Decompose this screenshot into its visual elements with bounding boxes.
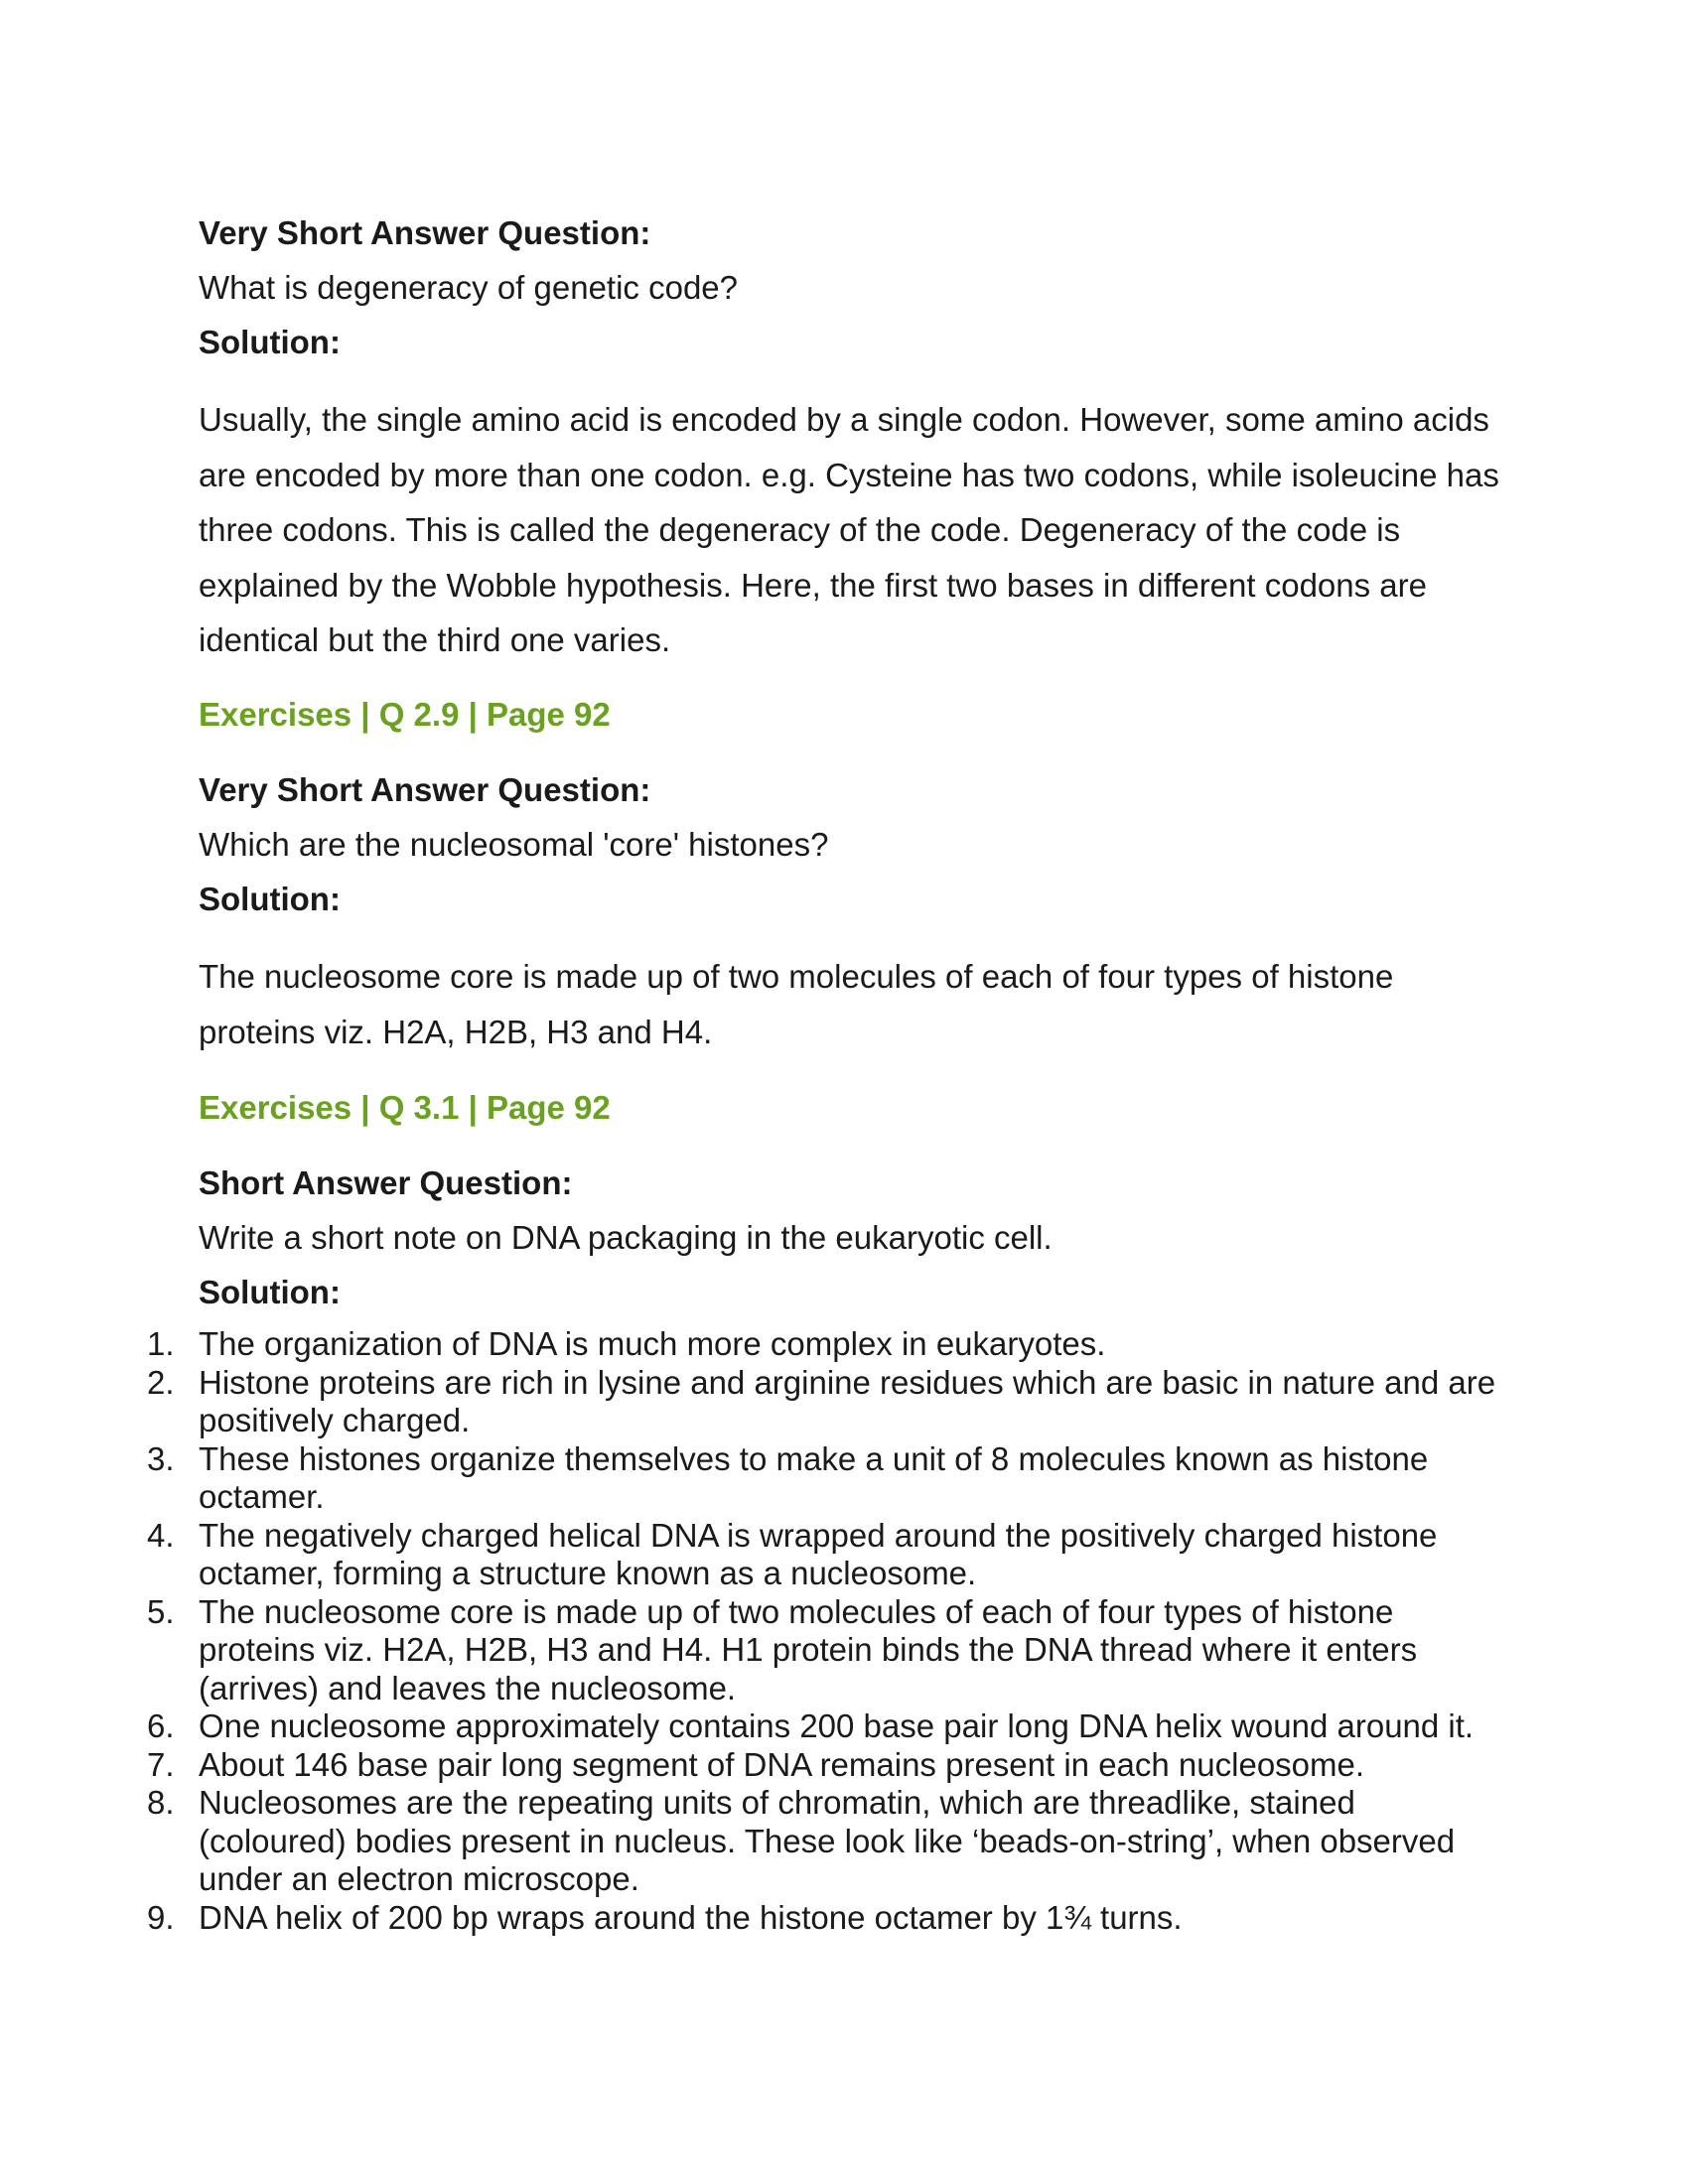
- solution-paragraph: Usually, the single amino acid is encoded by a single codon. However, some amino acids are encoded by more than one codon. e.g. Cysteine has two codons, while isoleucine has three codons. This is called the degeneracy of the code. Degeneracy of the code is explained by the Wobble hypothesis. Here, the first two bases in different codons are identical but the third one varies.: [199, 401, 1499, 658]
- question-text: Write a short note on DNA packaging in the eukaryotic cell.: [199, 1219, 1053, 1256]
- list-item: [0, 1746, 1509, 1785]
- list-item-number: 5.: [147, 1592, 175, 1630]
- list-item-number: 3.: [147, 1439, 175, 1477]
- list-item: [0, 1784, 1509, 1899]
- exercise-reference-link[interactable]: Exercises | Q 2.9 | Page 92: [199, 696, 611, 733]
- solution-paragraph: The nucleosome core is made up of two molecules of each of four types of histone proteins viz. H2A, H2B, H3 and H4.: [199, 958, 1394, 1050]
- exercise-reference-link[interactable]: Exercises | Q 3.1 | Page 92: [199, 1089, 611, 1126]
- list-item-text: One nucleosome approximately contains 200 base pair long DNA helix wound around it.: [199, 1707, 1475, 1744]
- list-item-text: The nucleosome core is made up of two molecules of each of four types of histone proteins viz. H2A, H2B, H3 and H4. H1 protein binds the DNA thread where it enters (arrives) and leaves the nucleosome.: [199, 1592, 1418, 1706]
- list-item: [0, 1364, 1509, 1440]
- solution-label: Solution:: [199, 881, 341, 917]
- question-text: What is degeneracy of genetic code?: [199, 269, 739, 306]
- question-text: Which are the nucleosomal 'core' histones?: [199, 826, 829, 863]
- list-item: [0, 1899, 1509, 1938]
- solution-label: Solution:: [199, 324, 341, 360]
- question-type-label: Very Short Answer Question:: [199, 214, 651, 251]
- list-item-number: 9.: [147, 1898, 175, 1936]
- list-item: [0, 1440, 1509, 1517]
- question-type-label: Very Short Answer Question:: [199, 771, 651, 808]
- list-item-number: 2.: [147, 1363, 175, 1401]
- list-item: [0, 1707, 1509, 1746]
- list-item-number: 4.: [147, 1516, 175, 1554]
- list-item: [0, 1325, 1509, 1364]
- question-type-label: Short Answer Question:: [199, 1164, 573, 1201]
- list-item: [0, 1593, 1509, 1708]
- list-item-text: The organization of DNA is much more complex in eukaryotes.: [199, 1325, 1106, 1362]
- solution-label: Solution:: [199, 1274, 341, 1310]
- solution-list: [0, 1325, 1549, 1937]
- list-item-text: The negatively charged helical DNA is wrapped around the positively charged histone octamer, forming a structure known as a nucleosome.: [199, 1516, 1438, 1591]
- list-item-number: 6.: [147, 1707, 175, 1744]
- list-item-number: 7.: [147, 1745, 175, 1783]
- list-item-text: Nucleosomes are the repeating units of chromatin, which are threadlike, stained (coloured) bodies present in nucleus. These look like ‘beads-on-string’, when observed under an electron microscope.: [199, 1784, 1456, 1897]
- list-item-text: Histone proteins are rich in lysine and arginine residues which are basic in nature and are positively charged.: [199, 1363, 1496, 1438]
- list-item-text: These histones organize themselves to make a unit of 8 molecules known as histone octamer.: [199, 1439, 1429, 1515]
- list-item-number: 1.: [147, 1325, 175, 1362]
- list-item: [0, 1517, 1509, 1593]
- list-item-text: About 146 base pair long segment of DNA remains present in each nucleosome.: [199, 1745, 1365, 1783]
- list-item-text: DNA helix of 200 bp wraps around the histone octamer by 1¾ turns.: [199, 1898, 1183, 1936]
- list-item-number: 8.: [147, 1784, 175, 1821]
